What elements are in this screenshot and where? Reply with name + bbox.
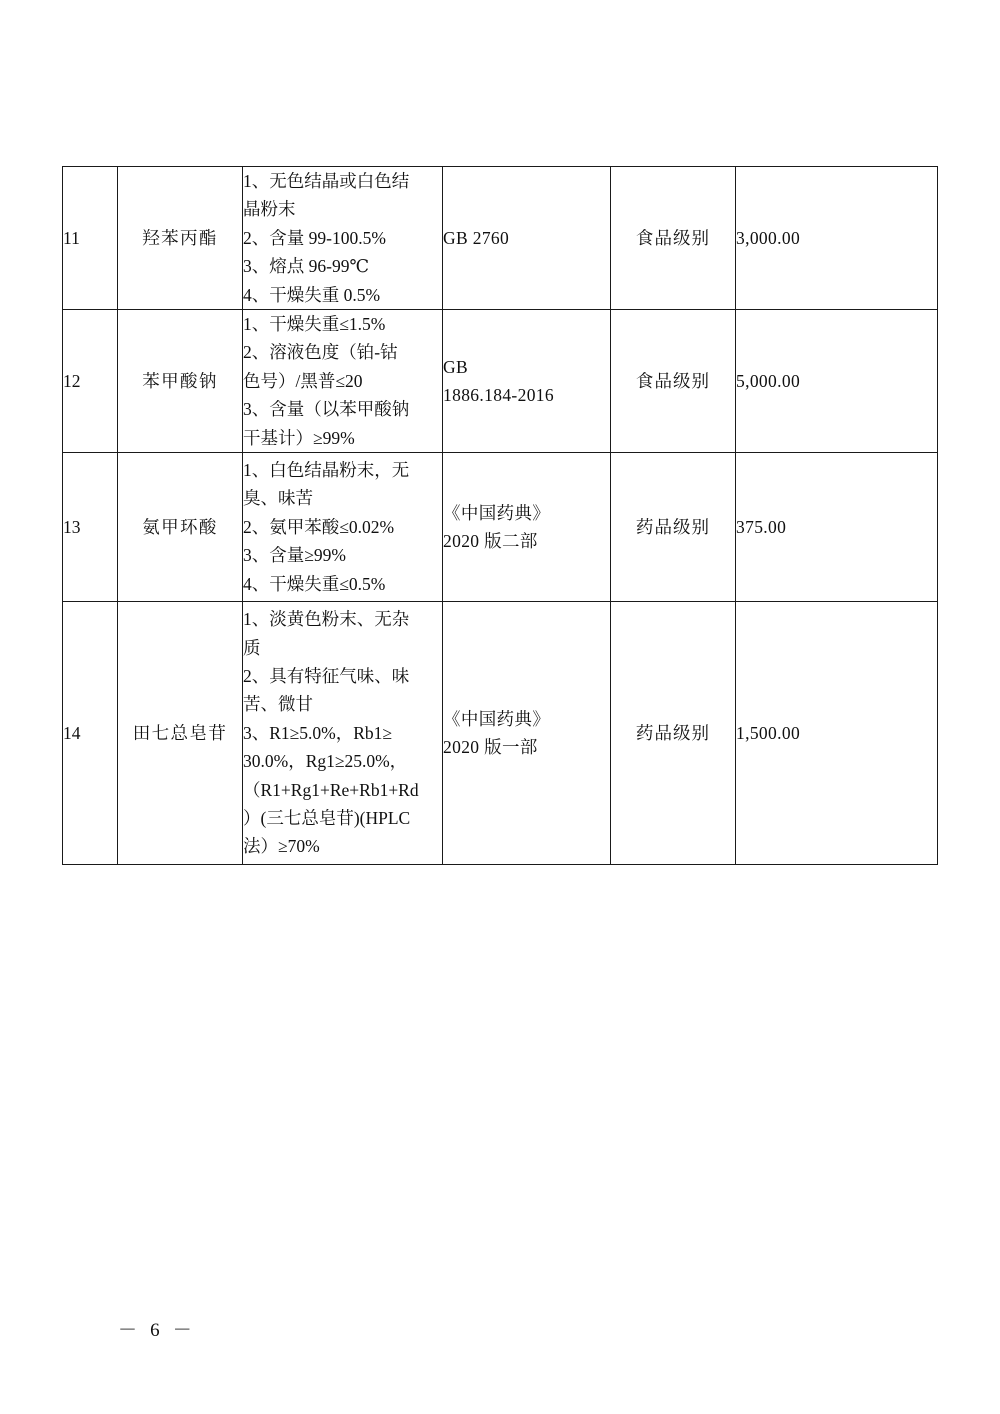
material-name-line: 氨甲环酸	[142, 516, 218, 537]
standard-line: GB 2760	[443, 227, 510, 248]
spec-line: 3、含量≥99%	[243, 545, 346, 566]
row-index: 12	[63, 310, 118, 453]
standard-line: 2020 版一部	[443, 737, 538, 757]
row-index: 13	[63, 453, 118, 602]
material-spec	[243, 453, 443, 602]
material-spec	[243, 602, 443, 865]
row-index: 11	[63, 167, 118, 310]
spec-line: 2、溶液色度（铂-钴	[243, 342, 398, 363]
material-name	[118, 167, 243, 310]
spec-line: 30.0%，Rg1≥25.0%，	[243, 751, 408, 772]
spec-line: 1、白色结晶粉末，无	[243, 460, 410, 481]
spec-line: 晶粉末	[243, 199, 296, 220]
material-standard	[443, 453, 611, 602]
material-name-line: 田七总皂苷	[132, 722, 228, 743]
material-name	[118, 310, 243, 453]
spec-line: 干基计）≥99%	[243, 427, 355, 448]
spec-line: 2、氨甲苯酸≤0.02%	[243, 516, 395, 537]
material-grade: 药品级别	[611, 602, 736, 865]
spec-line: 2、含量 99-100.5%	[243, 227, 386, 248]
spec-line: 质	[243, 637, 261, 658]
standard-line: 《中国药典》	[443, 708, 551, 729]
material-standard	[443, 310, 611, 453]
spec-line: 4、干燥失重 0.5%	[243, 284, 381, 305]
material-standard	[443, 602, 611, 865]
standard-line: GB	[443, 356, 469, 377]
spec-line: 1、干燥失重≤1.5%	[243, 314, 386, 335]
spec-line: （R1+Rg1+Re+Rb1+Rd	[243, 779, 419, 800]
material-price: 1,500.00	[736, 602, 938, 865]
spec-line: 3、熔点 96-99℃	[243, 256, 370, 277]
standard-line: 2020 版二部	[443, 531, 538, 551]
material-grade: 药品级别	[611, 453, 736, 602]
page-number: － 6 －	[118, 1320, 196, 1341]
material-price: 3,000.00	[736, 167, 938, 310]
standard-line: 《中国药典》	[443, 502, 551, 523]
spec-line: 苦、微甘	[243, 694, 313, 715]
table-row	[63, 602, 938, 865]
table-row	[63, 310, 938, 453]
table-row	[63, 453, 938, 602]
spec-line: 1、淡黄色粉末、无杂	[243, 609, 410, 630]
spec-line: 臭、味苦	[243, 488, 313, 509]
material-standard	[443, 167, 611, 310]
spec-line: 1、无色结晶或白色结	[243, 171, 410, 192]
spec-line: 2、具有特征气味、味	[243, 666, 410, 687]
material-price: 5,000.00	[736, 310, 938, 453]
row-index: 14	[63, 602, 118, 865]
spec-line: 4、干燥失重≤0.5%	[243, 573, 386, 594]
material-spec	[243, 167, 443, 310]
table-row	[63, 167, 938, 310]
spec-line: 3、R1≥5.0%，Rb1≥	[243, 722, 393, 743]
spec-line: ）(三七总皂苷)(HPLC	[243, 807, 411, 828]
material-spec	[243, 310, 443, 453]
material-name	[118, 602, 243, 865]
spec-line: 法）≥70%	[243, 836, 320, 857]
material-grade: 食品级别	[611, 167, 736, 310]
material-name-line: 苯甲酸钠	[142, 370, 218, 391]
material-name	[118, 453, 243, 602]
spec-line: 3、含量（以苯甲酸钠	[243, 399, 410, 420]
material-name-line: 羟苯丙酯	[142, 227, 218, 248]
material-grade: 食品级别	[611, 310, 736, 453]
material-price: 375.00	[736, 453, 938, 602]
material-specification-table	[62, 166, 938, 865]
spec-line: 色号）/黑普≤20	[243, 370, 363, 391]
standard-line: 1886.184-2016	[443, 385, 555, 405]
